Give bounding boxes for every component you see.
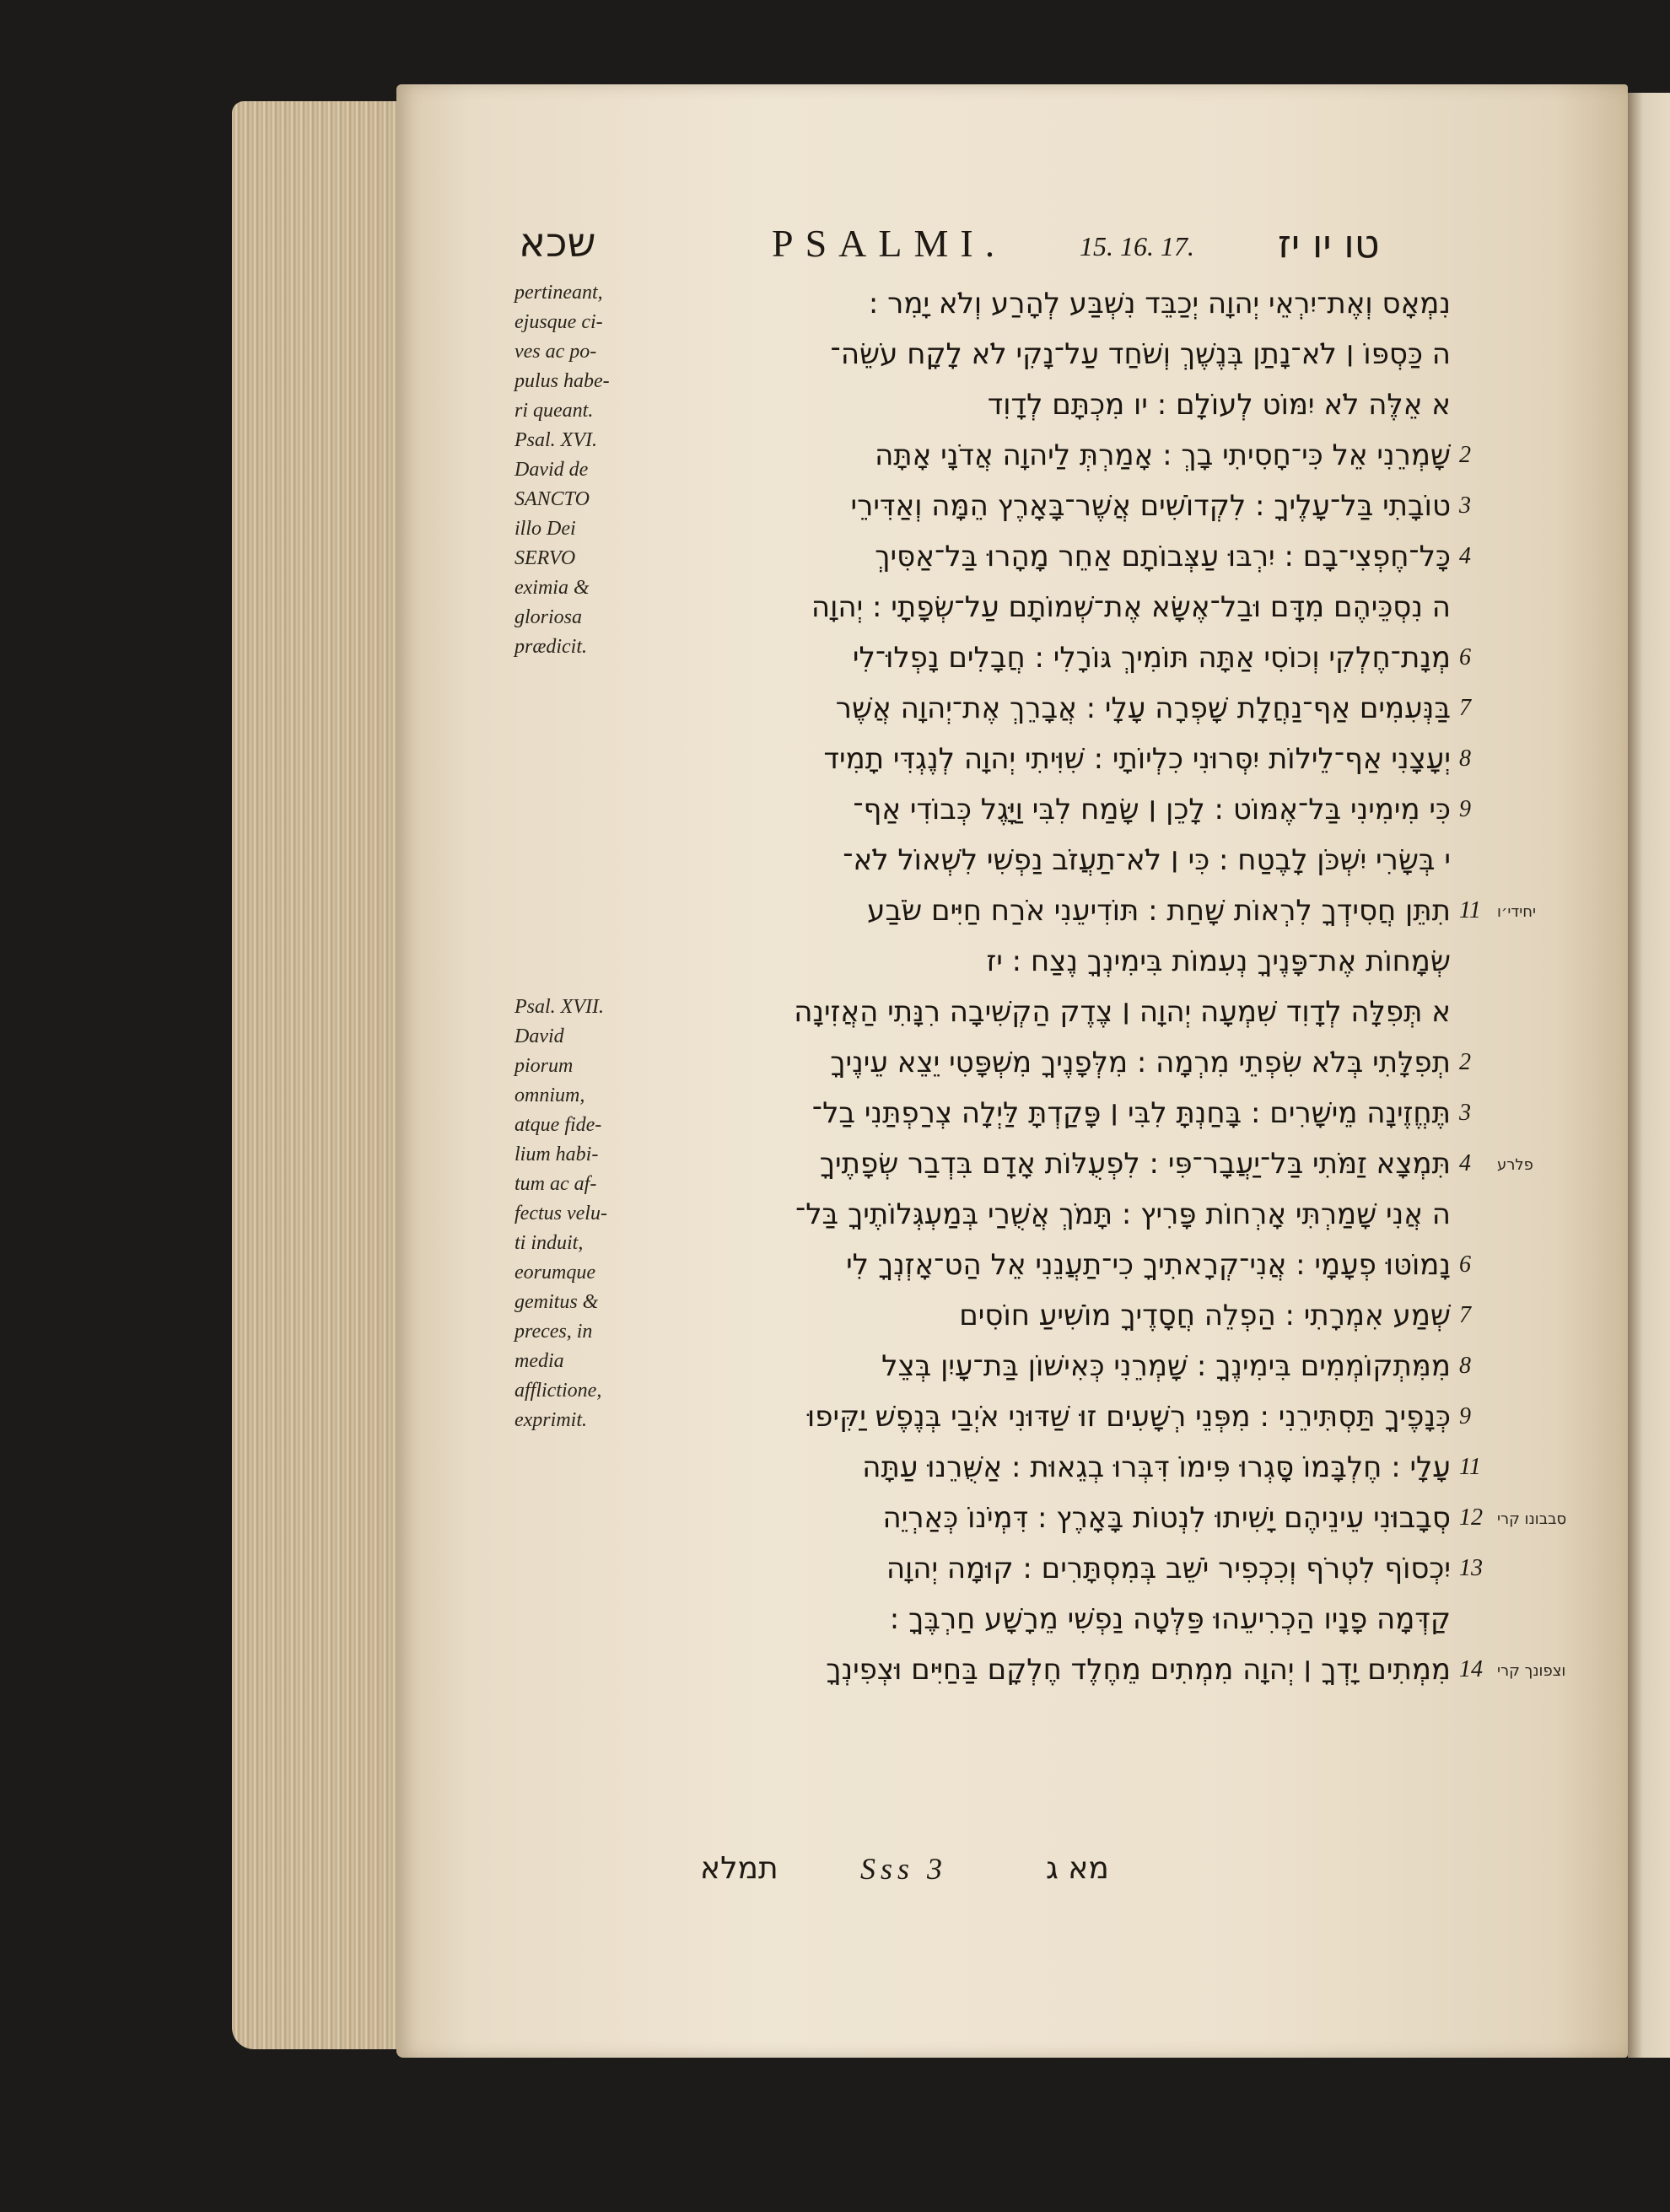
text-line bbox=[649, 1088, 1471, 1138]
hebrew-line-text: נָמוֹטּוּ פְעָמָי : אֲנִי־קְרָאתִיךָ כִי־תַעֲנֵנִי אֵל הַט־אָזְנְךָ לִי bbox=[846, 1248, 1451, 1282]
hebrew-line-text: טוֹבָתִי בַּל־עָלֶיךָ : לִקְדוֹשִׁים אֲשֶׁר־בָּאָרֶץ הֵמָּה וְאַדִּירֵי bbox=[850, 489, 1451, 523]
hebrew-line-text: שָׁמְרֵנִי אֵל כִּי־חָסִיתִי בָךְ : אָמַרְתְּ לַיהוָה אֲדֹנָי אָתָּה bbox=[875, 439, 1451, 472]
margin-note-line: exprimit. bbox=[514, 1409, 587, 1431]
hebrew-line-text: סְבָבוּנִי עֵינֵיהֶם יָשִׁיתוּ לִנְטוֹת בָּאָרֶץ : דִּמְיֹנוֹ כְּאַרְיֵה bbox=[882, 1501, 1451, 1535]
hebrew-line-text: יִכְסוֹף לִטְרֹף וְכִכְפִיר יֹשֵׁב בְּמִסְתָּרִים : קוּמָה יְהוָה bbox=[886, 1552, 1451, 1585]
margin-note-psalm-17 bbox=[514, 993, 658, 1435]
hebrew-line-text: כִּי מִימִינִי בַּל־אֶמּוֹט : לָכֵן ׀ שָׂמַח לִבִּי וַיָּגֶל כְּבוֹדִי אַף־ bbox=[853, 793, 1451, 826]
hebrew-line-text: תִתֵּן חֲסִידְךָ לִרְאוֹת שָׁחַת : תּוֹדִיעֵנִי אֹרַח חַיִּים שֹׂבַע bbox=[867, 894, 1451, 928]
hebrew-line-text: א אֵלֶּה לֹא יִמּוֹט לְעוֹלָם : יו מִכְתָּם לְדָוִד bbox=[987, 388, 1451, 422]
margin-note-psalm-16 bbox=[514, 278, 658, 662]
verse-number: 8 bbox=[1459, 745, 1471, 772]
text-line bbox=[649, 1240, 1471, 1290]
text-line bbox=[649, 1543, 1483, 1594]
hebrew-line-text: נִמְאָס וְאֶת־יִרְאֵי יְהוָה יְכַבֵּד נִשְׁבַּע לְהָרַע וְלֹא יָמִר : bbox=[868, 287, 1451, 320]
hebrew-line-text: ה כַּסְפּוֹ ׀ לֹא־נָתַן בְּנֶשֶׁךְ וְשֹׁחַד עַל־נָקִי לֹא לָקָח עֹשֵׂה־ bbox=[830, 337, 1451, 371]
hebrew-line-text: שְׁמַע אִמְרָתִי : הַפְלֵה חֲסָדֶיךָ מוֹשִׁיעַ חוֹסִים bbox=[959, 1299, 1451, 1332]
margin-note-line: ti induit, bbox=[514, 1232, 584, 1254]
margin-note-line: SERVO bbox=[514, 547, 576, 569]
text-line bbox=[649, 582, 1451, 632]
verse-number: 3 bbox=[1459, 492, 1471, 519]
margin-note-line: piorum bbox=[514, 1055, 574, 1077]
latin-margin-notes bbox=[514, 278, 658, 1435]
text-line bbox=[649, 1391, 1471, 1442]
text-line bbox=[649, 1442, 1481, 1493]
hebrew-line-text: מִמְתִים יָדְךָ ׀ יְהוָה מִמְתִים מֵחֶלֶד חֶלְקָם בַּחַיִּים וּצְפִינְךָ bbox=[826, 1653, 1451, 1687]
verse-number: 8 bbox=[1459, 1353, 1471, 1379]
text-line bbox=[649, 1138, 1533, 1189]
hebrew-line-text: כְּנָפֶיךָ תַּסְתִּירֵנִי : מִפְּנֵי רְשָׁעִים זוּ שַׁדּוּנִי אֹיְבַי בְּנֶפֶשׁ יַקִּיפוּ bbox=[807, 1400, 1451, 1434]
qere-note: סבבונו קרי bbox=[1497, 1510, 1567, 1528]
margin-note-line: illo Dei bbox=[514, 518, 576, 540]
hebrew-line-text: מִמִּתְקוֹמְמִים בִּימִינֶךָ : שָׁמְרֵנִי כְּאִישׁוֹן בַּת־עָיִן בְּצֵל bbox=[881, 1349, 1451, 1383]
text-line bbox=[649, 936, 1451, 987]
qere-note: פלרע bbox=[1497, 1156, 1533, 1174]
verse-number: 7 bbox=[1459, 695, 1471, 721]
margin-note-line: SANCTO bbox=[514, 488, 590, 510]
margin-note-line: Psal. XVI. bbox=[514, 429, 597, 451]
text-line bbox=[649, 430, 1471, 481]
hebrew-line-text: כָּל־חֶפְצִי־בָם : יִרְבּוּ עַצְּבוֹתָם אַחֵר מָהָרוּ בַּל־אַסִּיךְ bbox=[875, 540, 1451, 573]
margin-note-line: David bbox=[514, 1025, 564, 1047]
verse-number: 9 bbox=[1459, 1403, 1471, 1429]
hebrew-line-text: יְעָצָנִי אַף־לֵילוֹת יִסְּרוּנִי כִלְיוֹתָי : שִׁוִּיתִי יְהוָה לְנֶגְדִּי תָמִיד bbox=[823, 742, 1451, 776]
facing-page-edge bbox=[1628, 93, 1670, 2058]
verse-number: 9 bbox=[1459, 796, 1471, 822]
margin-note-line: preces, in bbox=[514, 1321, 593, 1343]
margin-note-line: ves ac po- bbox=[514, 341, 597, 363]
margin-note-line: eorumque bbox=[514, 1262, 595, 1284]
margin-note-line: tum ac af- bbox=[514, 1173, 597, 1195]
catchword: תמלא bbox=[700, 1851, 778, 1886]
verse-number: 11 bbox=[1459, 897, 1481, 923]
running-title: PSALMI. bbox=[772, 222, 1007, 265]
text-line bbox=[649, 885, 1537, 936]
hebrew-line-text: תְפִלָּתִי בְּלֹא שִׂפְתֵי מִרְמָה : מִלְּפָנֶיךָ מִשְׁפָּטִי יֵצֵא עֵינֶיךָ bbox=[830, 1046, 1451, 1079]
margin-note-line: gemitus & bbox=[514, 1291, 599, 1313]
text-line bbox=[649, 481, 1471, 531]
text-line bbox=[649, 379, 1451, 430]
text-line bbox=[649, 683, 1471, 734]
margin-note-line: fectus velu- bbox=[514, 1203, 607, 1224]
text-line bbox=[649, 278, 1451, 329]
hebrew-line-text: ה אֲנִי שָׁמַרְתִּי אָרְחוֹת פָּרִיץ : תָּמֹךְ אֲשֻׁרַי בְּמַעְגְּלוֹתֶיךָ בַּל־ bbox=[795, 1197, 1451, 1231]
text-line bbox=[649, 1644, 1566, 1695]
hebrew-text-column bbox=[649, 278, 1567, 1695]
text-line bbox=[649, 734, 1471, 784]
text-line bbox=[649, 329, 1451, 379]
margin-note-line: David de bbox=[514, 459, 589, 481]
text-line bbox=[649, 987, 1451, 1037]
text-line bbox=[649, 1594, 1451, 1644]
text-line bbox=[649, 1290, 1471, 1341]
margin-note-line: omnium, bbox=[514, 1084, 585, 1106]
text-line bbox=[649, 531, 1471, 582]
text-line bbox=[649, 1189, 1451, 1240]
margin-note-line: pertineant, bbox=[514, 282, 603, 304]
hebrew-line-text: מְנָת־חֶלְקִי וְכוֹסִי אַתָּה תּוֹמִיךְ גּוֹרָלִי : חֲבָלִים נָפְלוּ־לִי bbox=[852, 641, 1451, 675]
verse-number: 14 bbox=[1459, 1656, 1483, 1682]
margin-note-line: gloriosa bbox=[514, 606, 583, 628]
text-line bbox=[649, 1493, 1567, 1543]
margin-note-line: prædicit. bbox=[514, 636, 588, 658]
hebrew-line-text: שְׂמָחוֹת אֶת־פָּנֶיךָ נְעִמוֹת בִּימִינְךָ נֶצַח : יז bbox=[986, 945, 1451, 978]
verse-number: 13 bbox=[1459, 1555, 1483, 1581]
hebrew-line-text: א תְּפִלָּה לְדָוִד שִׁמְעָה יְהוָה ׀ צֶדֶק הַקְשִׁיבָה רִנָּתִי הַאֲזִינָה bbox=[794, 995, 1451, 1029]
verse-number: 12 bbox=[1459, 1504, 1483, 1531]
hebrew-line-text: תִּמְצָא זַמֹּתִי בַּל־יַעֲבָר־פִּי : לִפְעֻלּוֹת אָדָם בִּדְבַר שְׂפָתֶיךָ bbox=[819, 1147, 1451, 1181]
hebrew-line-text: תֶּחֱזֶינָה מֵישָׁרִים : בָּחַנְתָּ לִבִּי ׀ פָּקַדְתָּ לַּיְלָה צְרַפְתַּנִי בַל־ bbox=[811, 1096, 1451, 1130]
verse-number: 3 bbox=[1459, 1100, 1471, 1126]
text-line bbox=[649, 632, 1471, 683]
margin-note-line: media bbox=[514, 1350, 564, 1372]
verse-number: 6 bbox=[1459, 644, 1471, 670]
signature-mark: Sss 3 bbox=[860, 1852, 948, 1886]
verse-number: 7 bbox=[1459, 1302, 1471, 1328]
margin-note-line: afflictione, bbox=[514, 1380, 602, 1402]
verse-number: 6 bbox=[1459, 1251, 1471, 1278]
hebrew-folio-number: שכא bbox=[519, 219, 596, 266]
qere-note: וצפונך קרי bbox=[1497, 1662, 1566, 1680]
chapter-numbers: 15. 16. 17. bbox=[1080, 231, 1194, 261]
margin-note-line: atque fide- bbox=[514, 1114, 602, 1136]
margin-note-line: eximia & bbox=[514, 577, 590, 599]
hebrew-chapter-numbers: טו יו יז bbox=[1278, 221, 1380, 266]
hebrew-line-text: ה נִסְכֵּיהֶם מִדָּם וּבַל־אֶשָּׂא אֶת־שְׁמוֹתָם עַל־שְׂפָתָי : יְהוָה bbox=[811, 590, 1451, 624]
hebrew-line-text: עָלָי : חֶלְבָּמוֹ סָּגְרוּ פִּימוֹ דִּבְּרוּ בְגֵאוּת : אַשֻּׁרֵנוּ עַתָּה bbox=[862, 1450, 1451, 1484]
hebrew-line-text: קַדְּמָה פָנָיו הַכְרִיעֵהוּ פַּלְּטָה נַפְשִׁי מֵרָשָׁע חַרְבֶּךָ : bbox=[889, 1602, 1451, 1636]
text-line bbox=[649, 835, 1451, 885]
margin-note-line: ejusque ci- bbox=[514, 311, 603, 333]
verse-number: 4 bbox=[1459, 1150, 1471, 1176]
page-footer bbox=[700, 1851, 1172, 1902]
hebrew-signature-mark: מא ג bbox=[1046, 1851, 1109, 1886]
verse-number: 4 bbox=[1459, 543, 1471, 569]
verse-number: 2 bbox=[1459, 1049, 1471, 1075]
margin-note-line: pulus habe- bbox=[514, 370, 610, 392]
hebrew-line-text: י בְּשָׂרִי יִשְׁכֹּן לָבֶטַח : כִּי ׀ לֹא־תַעֲזֹב נַפְשִׁי לִשְׁאוֹל לֹא־ bbox=[843, 843, 1451, 877]
text-line bbox=[649, 1341, 1471, 1391]
text-line bbox=[649, 784, 1471, 835]
qere-note: יחידי׳ו bbox=[1497, 903, 1537, 921]
margin-note-line: ri queant. bbox=[514, 400, 594, 422]
hebrew-line-text: בַּנְּעִמִים אַף־נַחֲלָת שָׁפְרָה עָלָי : אֲבָרֵךְ אֶת־יְהוָה אֲשֶׁר bbox=[835, 692, 1451, 725]
verse-number: 11 bbox=[1459, 1454, 1481, 1480]
text-line bbox=[649, 1037, 1471, 1088]
margin-note-line: Psal. XVII. bbox=[514, 996, 604, 1018]
running-header bbox=[519, 219, 1472, 278]
margin-note-line: lium habi- bbox=[514, 1144, 599, 1165]
verse-number: 2 bbox=[1459, 442, 1471, 468]
